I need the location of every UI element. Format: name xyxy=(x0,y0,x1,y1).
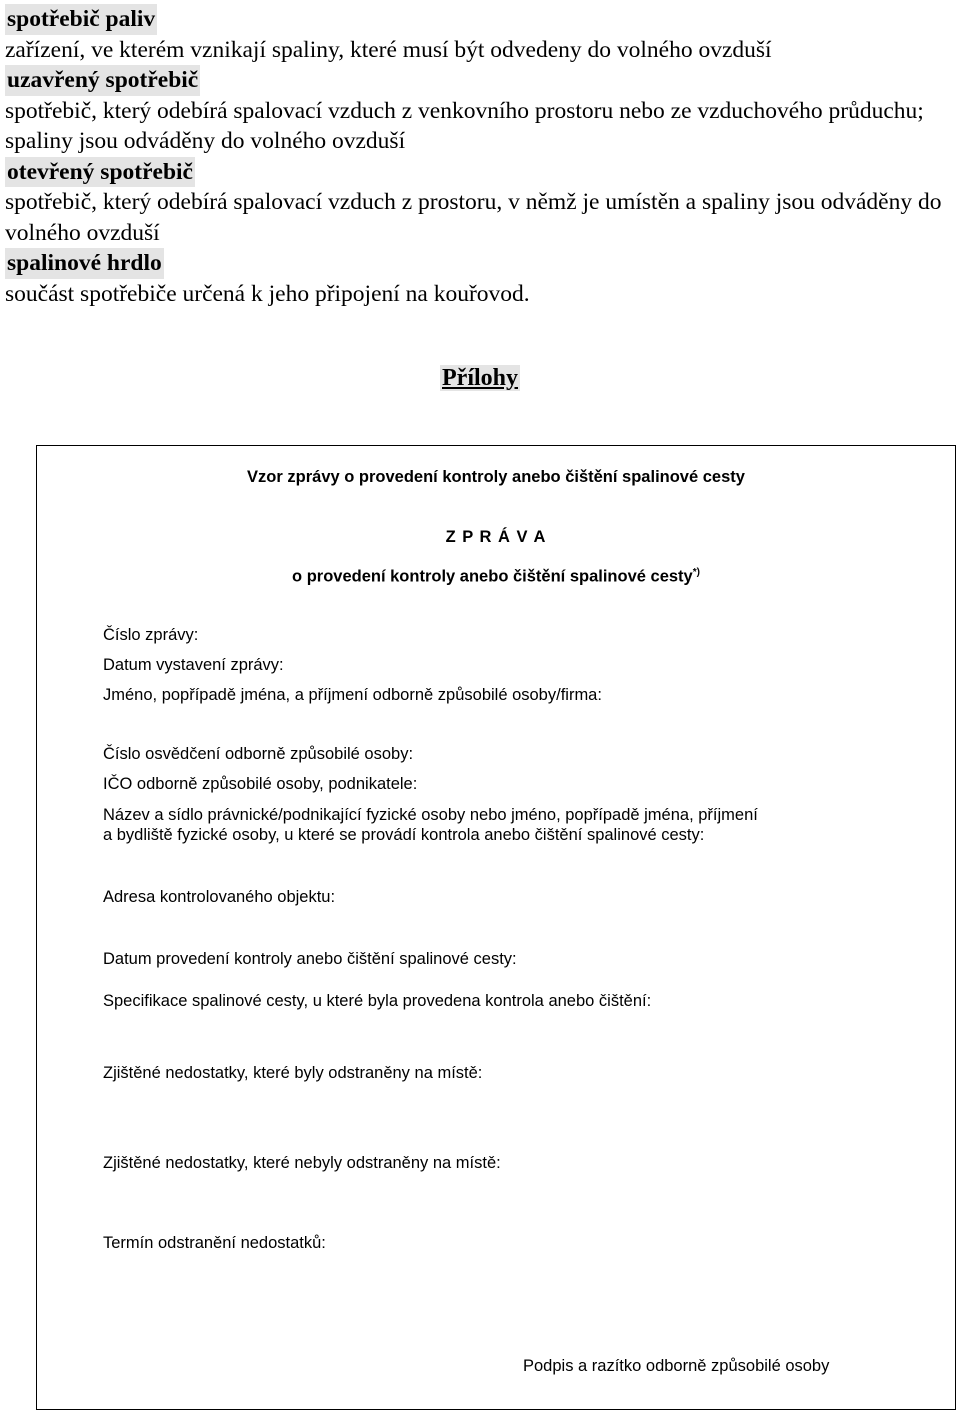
form-template-title: Vzor zprávy o provedení kontroly anebo čištění spalinové cesty xyxy=(247,468,745,486)
section-heading xyxy=(0,363,960,393)
form-title: Z P R Á V A xyxy=(445,528,547,546)
form-field-label: Termín odstranění nedostatků: xyxy=(103,1234,326,1252)
form-field-label: Specifikace spalinové cesty, u které byla provedena kontrola anebo čištění: xyxy=(103,992,652,1010)
definition-term: spalinové hrdlo xyxy=(5,248,164,279)
form-field-label: a bydliště fyzické osoby, u které se provádí kontrola anebo čištění spalinové cesty: xyxy=(103,826,705,844)
form-field-label: Datum vystavení zprávy: xyxy=(103,656,284,674)
definition-text: spotřebič, který odebírá spalovací vzduch z venkovního prostoru nebo ze vzduchového průduchu; spaliny jsou odváděny do volného ovzduší xyxy=(5,97,924,154)
form-field-label: Datum provedení kontroly anebo čištění spalinové cesty: xyxy=(103,950,517,968)
definition-text: spotřebič, který odebírá spalovací vzduch z prostoru, v němž je umístěn a spaliny jsou odváděny do volného ovzduší xyxy=(5,189,942,246)
section-heading-text: Přílohy xyxy=(442,365,518,391)
footnote-mark: *) xyxy=(692,567,700,578)
form-field-label: Název a sídlo právnické/podnikající fyzické osoby nebo jméno, popřípadě jména, příjmení xyxy=(103,806,758,824)
form-field-label: Číslo zprávy: xyxy=(103,626,199,644)
definition-text: součást spotřebiče určená k jeho připojení na kouřovod. xyxy=(5,280,530,307)
form-field-label: IČO odborně způsobilé osoby, podnikatele: xyxy=(103,775,418,793)
form-field-label: Jméno, popřípadě jména, a příjmení odborně způsobilé osoby/firma: xyxy=(103,686,602,704)
form-field-label: Adresa kontrolovaného objektu: xyxy=(103,888,336,906)
definition-text: zařízení, ve kterém vznikají spaliny, které musí být odvedeny do volného ovzduší xyxy=(5,36,772,63)
definitions-list xyxy=(5,4,950,309)
form-subtitle-line xyxy=(37,567,955,587)
report-form-frame xyxy=(36,445,956,1410)
definition-term: spotřebič paliv xyxy=(5,4,157,35)
definition-term: uzavřený spotřebič xyxy=(5,65,200,96)
form-field-label: Zjištěné nedostatky, které nebyly odstraněny na místě: xyxy=(103,1154,501,1172)
signature-label: Podpis a razítko odborně způsobilé osoby xyxy=(523,1357,830,1375)
form-field-label: Číslo osvědčení odborně způsobilé osoby: xyxy=(103,745,414,763)
form-field-label: Zjištěné nedostatky, které byly odstraněny na místě: xyxy=(103,1064,483,1082)
form-subtitle: o provedení kontroly anebo čištění spalinové cesty xyxy=(292,567,693,586)
definition-term: otevřený spotřebič xyxy=(5,157,195,188)
